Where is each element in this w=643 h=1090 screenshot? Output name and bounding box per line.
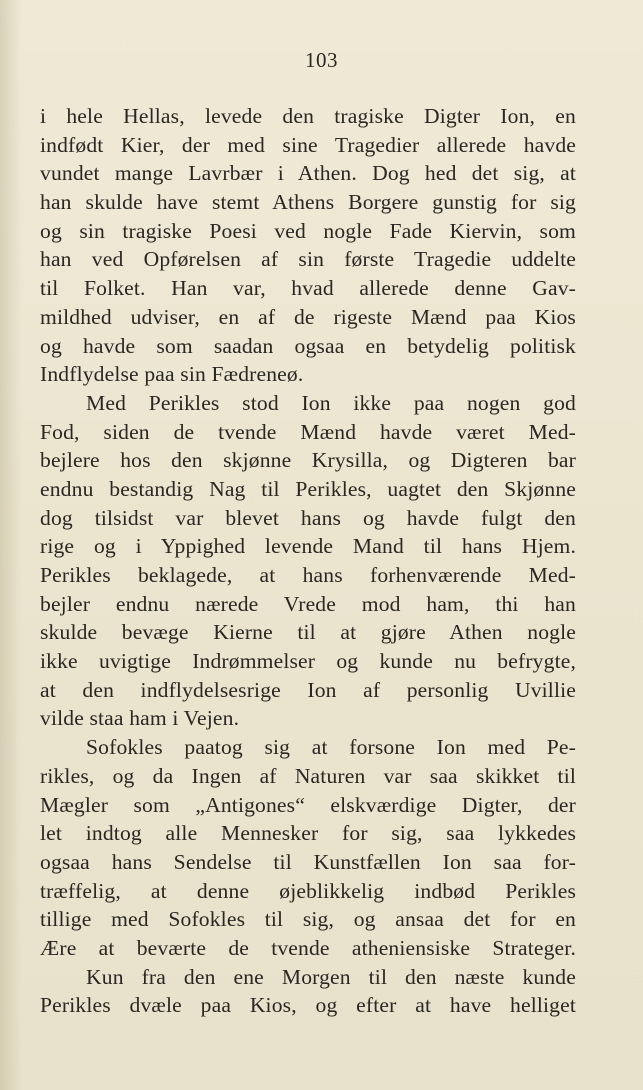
text-line: træffelig, at denne øjeblikkelig indbød Perikles	[40, 878, 576, 903]
text-line: Kun fra den ene Morgen til den næste kunde	[86, 964, 576, 989]
text-line: til Folket. Han var, hvad allerede denne Gav-	[40, 276, 576, 301]
text-line: skulde bevæge Kierne til at gjøre Athen nogle	[40, 620, 576, 645]
text-line: i hele Hellas, levede den tragiske Digter Ion, en	[40, 104, 576, 128]
text-line: rige og i Yppighed levende Mand til hans Hjem.	[40, 534, 576, 559]
text-line: ogsaa hans Sendelse til Kunstfællen Ion saa for-	[40, 849, 576, 874]
text-line: Perikles beklagede, at hans forhenværende Med-	[40, 563, 576, 587]
text-line: indfødt Kier, der med sine Tragedier allerede havde	[40, 132, 576, 157]
text-line: tillige med Sofokles til sig, og ansaa det for en	[40, 907, 576, 932]
text-line: Fod, siden de tvende Mænd havde været Med-	[40, 419, 576, 444]
text-line: Ære at beværte de tvende atheniensiske Strateger.	[40, 935, 576, 960]
text-line: mildhed udviser, en af de rigeste Mænd paa Kios	[40, 304, 576, 329]
text-line: endnu bestandig Nag til Perikles, uagtet den Skjønne	[40, 476, 576, 501]
text-line: rikles, og da Ingen af Naturen var saa skikket til	[40, 763, 576, 788]
body-text	[40, 102, 576, 1020]
text-line: at den indflydelsesrige Ion af personlig Uvillie	[40, 677, 576, 702]
text-line: ikke uvigtige Indrømmelser og kunde nu befrygte,	[40, 649, 576, 674]
text-line: vilde staa ham i Vejen.	[40, 706, 240, 731]
page-number: 103	[305, 48, 338, 72]
text-line: Indflydelse paa sin Fædreneø.	[40, 362, 304, 387]
text-line: Mægler som „Antigones“ elskværdige Digter, der	[40, 792, 576, 817]
text-line: Perikles dvæle paa Kios, og efter at have helliget	[40, 993, 576, 1018]
text-line: og havde som saadan ogsaa en betydelig politisk	[40, 333, 576, 358]
text-line: bejlere hos den skjønne Krysilla, og Digteren bar	[40, 448, 576, 473]
text-line: og sin tragiske Poesi ved nogle Fade Kiervin, som	[40, 218, 576, 243]
text-line: vundet mange Lavrbær i Athen. Dog hed det sig, at	[40, 161, 576, 186]
text-line: Sofokles paatog sig at forsone Ion med Pe-	[86, 735, 576, 760]
text-line: dog tilsidst var blevet hans og havde fulgt den	[40, 505, 576, 530]
text-line: bejler endnu nærede Vrede mod ham, thi han	[40, 591, 576, 616]
text-line: Med Perikles stod Ion ikke paa nogen god	[86, 390, 576, 415]
text-line: han ved Opførelsen af sin første Tragedie uddelte	[40, 247, 576, 272]
text-line: let indtog alle Mennesker for sig, saa lykkedes	[40, 821, 576, 846]
text-line: han skulde have stemt Athens Borgere gunstig for sig	[40, 190, 576, 215]
